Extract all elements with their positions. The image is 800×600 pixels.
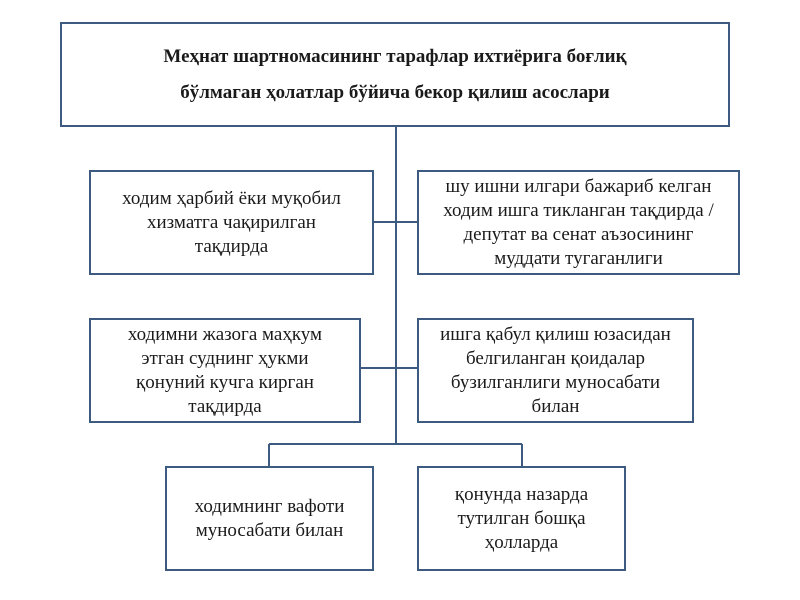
box-line: шу ишни илгари бажариб келган [445, 175, 712, 197]
title-line-1: Меҳнат шартномасининг тарафлар ихтиёрига боғлиқ [163, 45, 627, 67]
box-line: ходимнинг вафоти [194, 495, 345, 517]
box-line: ходим ишга тикланган тақдирда / [443, 199, 714, 221]
box-line: депутат ва сенат аъзосининг [463, 223, 694, 245]
box-line: тақдирда [188, 395, 262, 417]
box-line: ходим ҳарбий ёки муқобил [122, 187, 341, 209]
box-line: муносабати билан [195, 519, 344, 541]
box-line: ишга қабул қилиш юзасидан [440, 323, 671, 345]
box-line: белгиланган қоидалар [465, 347, 646, 369]
title-box [60, 22, 730, 127]
box-line: хизматга чақирилган [147, 211, 316, 233]
box-employee-death [165, 466, 374, 571]
box-court-sentence [89, 318, 361, 423]
box-line: ходимни жазога маҳкум [127, 323, 323, 345]
box-line: этган суднинг ҳукми [141, 347, 309, 369]
title-line-2: бўлмаган ҳолатлар бўйича бекор қилиш асослари [180, 81, 610, 103]
box-other-cases [417, 466, 626, 571]
box-line: ҳолларда [484, 531, 559, 553]
box-hiring-rules-violation [417, 318, 694, 423]
box-line: қонуний кучга кирган [136, 371, 314, 393]
box-line: тақдирда [194, 235, 269, 257]
box-line: қонунда назарда [454, 483, 589, 505]
box-military-service [89, 170, 374, 275]
box-line: муддати тугаганлиги [494, 247, 663, 269]
box-employee-reinstated [417, 170, 740, 275]
box-line: бузилганлиги муносабати [450, 371, 661, 393]
box-line: тутилган бошқа [457, 507, 586, 529]
box-line: билан [531, 395, 580, 417]
